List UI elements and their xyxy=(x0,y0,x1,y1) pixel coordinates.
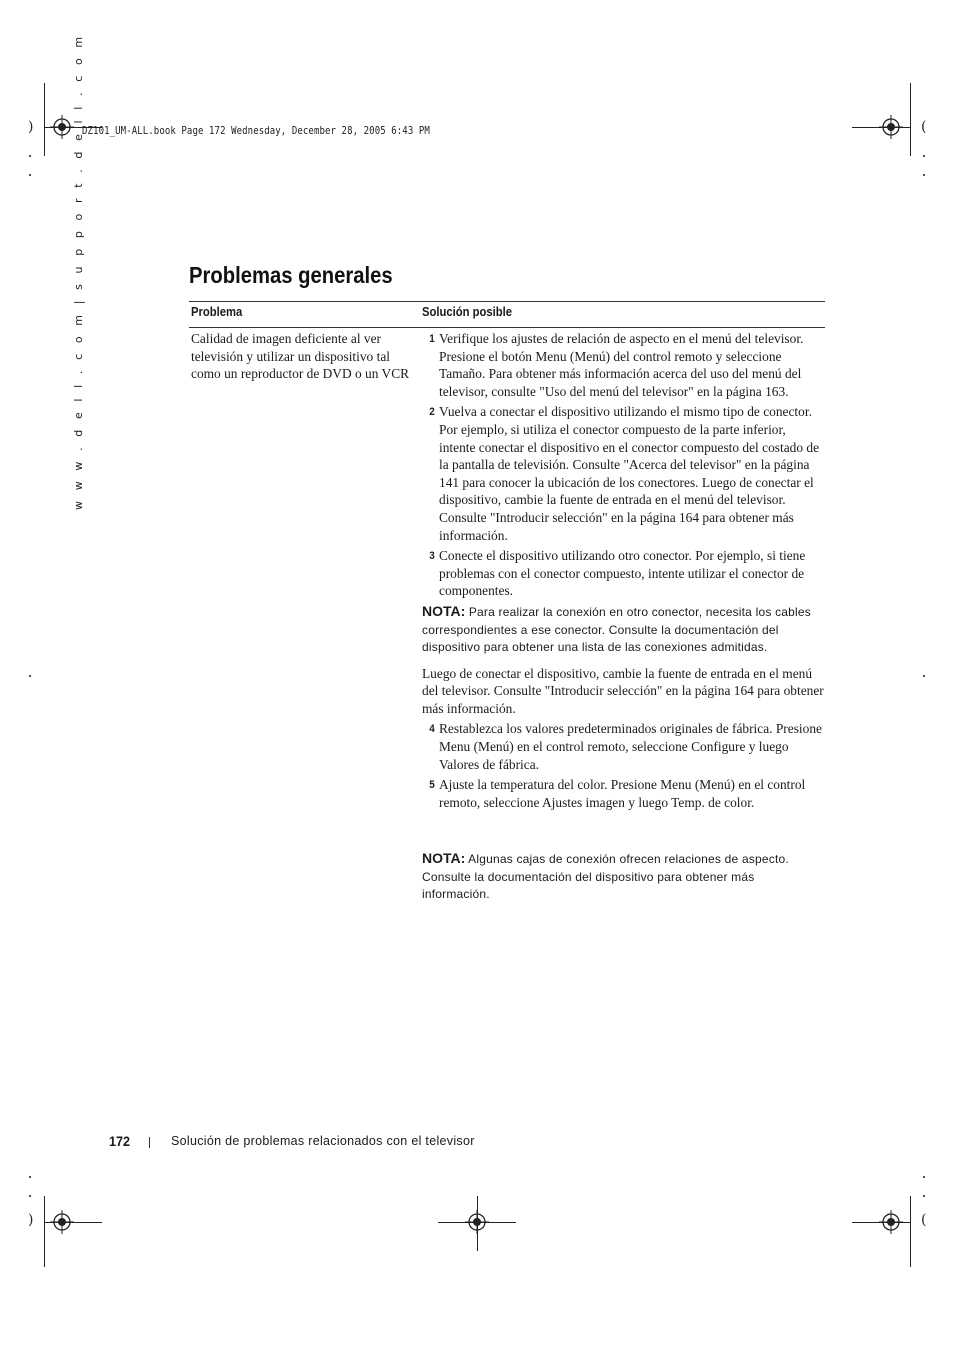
step-text: Verifique los ajustes de relación de aspecto en el menú del televisor. Presione el botón Menu (Menú) del control remoto y seleccione Tamaño. Para obtener más información acerca del uso del menú del televisor, consulte "Uso del menú del televisor" en la página 163. xyxy=(439,331,804,399)
registration-mark-icon xyxy=(879,1210,903,1234)
solution-step xyxy=(422,547,824,600)
page-number: 172 xyxy=(109,1133,131,1149)
crop-brace-icon: ) xyxy=(28,119,34,135)
solution-step xyxy=(422,403,824,544)
solution-cell xyxy=(422,330,824,814)
crop-brace-icon: ( xyxy=(921,1212,927,1228)
step-text: Vuelva a conectar el dispositivo utilizando el mismo tipo de conector. Por ejemplo, si utiliza el conector compuesto de la parte inferior, intente conectar el dispositivo en el conector compuesto del costado de la pantalla de televisión. Consulte "Acerca del televisor" en la página 141 para conocer la ubicación de los conectores. Luego de conectar el dispositivo, cambie la fuente de entrada en el menú del televisor. Consulte "Introducir selección" en la página 164 para obtener más información. xyxy=(439,404,820,543)
footer-separator xyxy=(149,1137,150,1148)
step-text: Conecte el dispositivo utilizando otro conector. Por ejemplo, si tiene problemas con el conector compuesto, intente utilizar el conector de componentes. xyxy=(439,548,806,599)
note xyxy=(422,603,824,657)
crop-brace-icon: ) xyxy=(28,1212,34,1228)
step-number: 3 xyxy=(429,550,435,563)
note-text: Algunas cajas de conexión ofrecen relaciones de aspecto. Consulte la documentación del dispositivo para obtener más información. xyxy=(422,852,789,902)
step-text: Restablezca los valores predeterminados originales de fábrica. Presione Menu (Menú) en el control remoto, seleccione Configure y luego Valores de fábrica. xyxy=(439,721,822,772)
step-number: 4 xyxy=(429,723,435,736)
note-label: NOTA: xyxy=(422,602,466,619)
solution-step xyxy=(422,776,824,811)
footer-section-title: Solución de problemas relacionados con el televisor xyxy=(171,1134,475,1148)
problem-cell: Calidad de imagen deficiente al ver televisión y utilizar un dispositivo tal como un reproductor de DVD o un VCR xyxy=(191,331,410,382)
table-header-rule xyxy=(189,327,825,328)
column-header-solution: Solución posible xyxy=(422,305,513,319)
column-header-problem: Problema xyxy=(191,305,243,319)
registration-mark-icon xyxy=(465,1210,489,1234)
body-paragraph: Luego de conectar el dispositivo, cambie la fuente de entrada en el menú del televisor. Consulte "Introducir selección" en la página 164 para obtener más información. xyxy=(422,665,824,716)
step-text: Ajuste la temperatura del color. Presione Menu (Menú) en el control remoto, seleccione Ajustes imagen y luego Temp. de color. xyxy=(439,777,806,810)
registration-mark-icon xyxy=(50,115,74,139)
registration-mark-icon xyxy=(50,1210,74,1234)
step-number: 1 xyxy=(429,333,435,345)
step-number: 5 xyxy=(429,779,435,792)
table-top-rule xyxy=(189,301,825,302)
note-label: NOTA: xyxy=(422,850,466,866)
solution-step xyxy=(422,330,824,400)
side-url: w w w . d e l l . c o m | s u p p o r t . d e l l . c o m xyxy=(72,33,85,510)
crop-brace-icon: ( xyxy=(921,119,927,135)
registration-mark-icon xyxy=(879,115,903,139)
print-slug: DZ101_UM-ALL.book Page 172 Wednesday, December 28, 2005 6:43 PM xyxy=(82,125,430,137)
solution-step xyxy=(422,720,824,773)
note xyxy=(422,850,824,904)
step-number: 2 xyxy=(429,406,435,419)
note-text: Para realizar la conexión en otro conector, necesita los cables correspondientes a ese conector. Consulte la documentación del dispositivo para obtener una lista de las conexiones admitidas. xyxy=(422,604,811,655)
page-title: Problemas generales xyxy=(189,262,393,288)
